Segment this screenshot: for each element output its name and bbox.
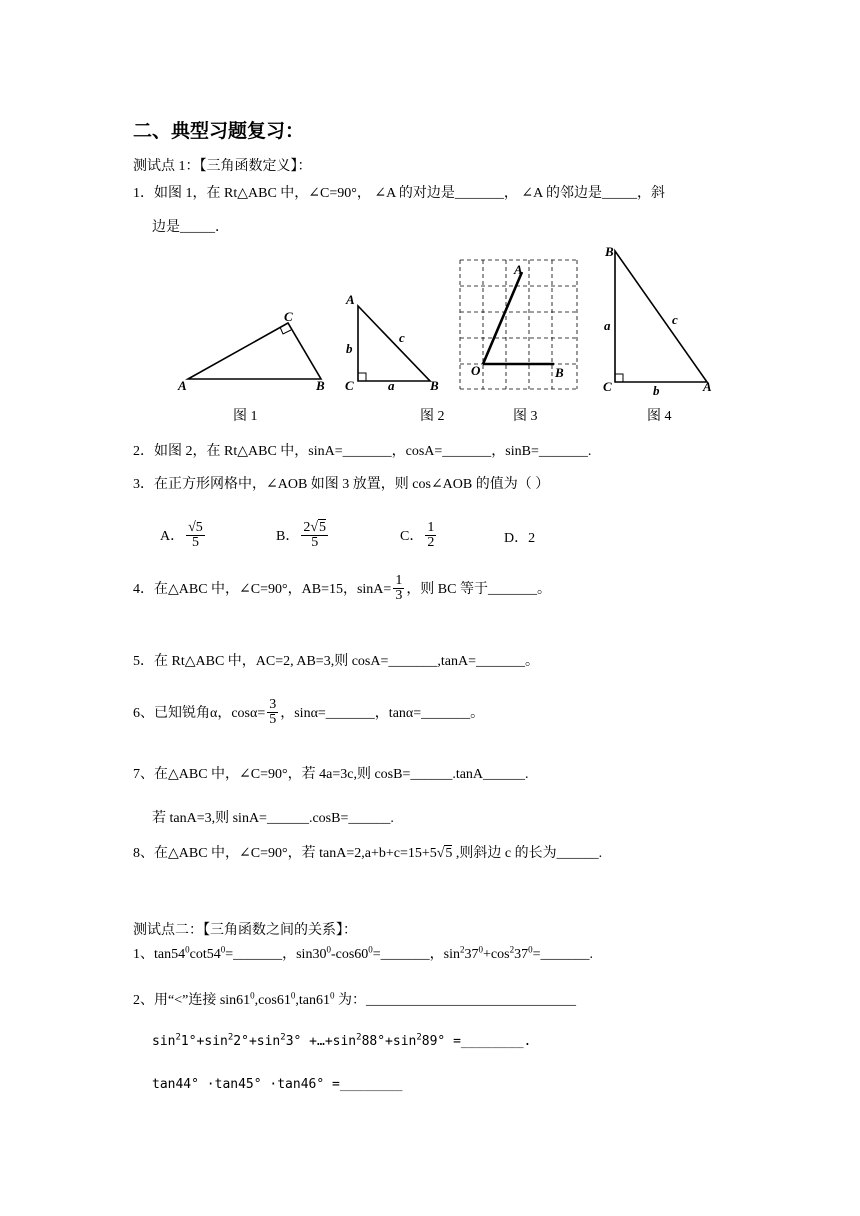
r1-part-h: 37: [514, 947, 529, 962]
figure-4-label-c-side: c: [672, 312, 678, 327]
figure-3-caption: 图 3: [513, 409, 538, 424]
figure-1-label-b: B: [316, 378, 325, 393]
r3-part-a: sin: [152, 1034, 176, 1049]
question-8-text-post: ,则斜边 c 的长为______.: [452, 846, 603, 861]
relation-question-1: [133, 943, 593, 963]
r3-part-e: 88°+sin: [361, 1034, 417, 1049]
r1-sup-5: 2: [460, 944, 465, 955]
section-title: 二、典型习题复习：: [133, 120, 305, 142]
question-4-text-pre: 4．在△ABC 中，∠C=90°，AB=15，sinA=: [133, 582, 392, 597]
r3-sup-3: 2: [280, 1032, 286, 1043]
option-c-fraction: [425, 521, 436, 550]
option-b: [276, 510, 330, 560]
r1-part-d: -cos60: [330, 947, 369, 962]
r2-sup-3: 0: [329, 990, 335, 1001]
question-6: [133, 690, 484, 734]
option-c-denominator: 2: [427, 534, 435, 550]
option-b-fraction: [301, 521, 328, 550]
question-6-denominator: 5: [269, 711, 277, 727]
r2-sup-1: 0: [250, 990, 255, 1001]
option-a-denominator: 5: [191, 534, 199, 550]
relation-question-4: tan44° ·tan45° ·tan46° =________: [152, 1077, 403, 1092]
part1-title: 测试点 1：【三角函数定义】：: [133, 159, 312, 174]
figure-2-label-c: C: [345, 378, 354, 393]
r3-sup-4: 2: [356, 1032, 362, 1043]
question-6-numerator: 3: [269, 696, 277, 712]
option-b-label: B．: [276, 529, 300, 544]
r1-sup-6: 0: [478, 944, 484, 955]
option-b-denominator: 5: [311, 534, 319, 550]
question-8-text-pre: 8、在△ABC 中，∠C=90°，若 tanA=2,a+b+c=15+5: [133, 846, 437, 861]
figure-1-label-c: C: [284, 309, 293, 324]
figure-4-caption: 图 4: [647, 409, 672, 424]
r1-sup-7: 2: [509, 944, 515, 955]
figure-4: [603, 244, 712, 398]
question-4-text-post: ，则 BC 等于_______。: [406, 582, 551, 597]
r2-part-d: 为：______________________________: [334, 993, 576, 1008]
part2-title: 测试点二：【三角函数之间的关系】：: [133, 923, 357, 938]
question-7-line-1: 7、在△ABC 中，∠C=90°，若 4a=3c,则 cosB=______.tanA______.: [133, 767, 529, 782]
figure-1: [177, 309, 325, 393]
figure-4-label-a-side: a: [604, 318, 611, 333]
figure-1-label-a: A: [178, 378, 187, 393]
option-d: D．2: [504, 531, 536, 546]
relation-question-3: [152, 1034, 531, 1049]
r1-part-i: =_______.: [532, 947, 593, 962]
figure-3-label-b: B: [555, 365, 564, 380]
figure-4-label-a: A: [703, 379, 712, 394]
r3-sup-2: 2: [227, 1032, 234, 1043]
question-4: [133, 566, 551, 610]
option-a-label: A．: [160, 529, 185, 544]
question-4-denominator: 3: [395, 587, 403, 603]
r1-part-g: +cos: [483, 947, 510, 962]
r1-part-f: 37: [464, 947, 479, 962]
figure-2-caption: 图 2: [420, 409, 445, 424]
r1-part-c: =_______，sin30: [225, 947, 327, 962]
question-5: 5．在 Rt△ABC 中，AC=2, AB=3,则 cosA=_______,tanA=_______。: [133, 654, 539, 669]
r1-sup-1: 0: [185, 944, 190, 955]
r1-sup-3: 0: [326, 944, 331, 955]
question-8-radicand: 5: [445, 846, 453, 861]
r1-sup-8: 0: [528, 944, 533, 955]
figure-2-label-a-side: a: [388, 378, 395, 393]
figure-2-label-a: A: [346, 292, 355, 307]
figure-3-label-o: O: [471, 363, 481, 378]
option-a: [160, 510, 207, 560]
figure-2-label-c-side: c: [399, 330, 405, 345]
r1-sup-4: 0: [368, 944, 373, 955]
figure-2-label-b-side: b: [346, 341, 353, 356]
question-8: 8、在△ABC 中，∠C=90°，若 tanA=2,a+b+c=15+5√5 ,则斜边 c 的长为______.: [133, 846, 603, 861]
figure-2-label-b: B: [430, 378, 439, 393]
option-c: [400, 510, 438, 560]
r3-part-d: 3° +…+sin: [285, 1034, 357, 1049]
r2-part-c: ,tan61: [295, 993, 330, 1008]
r3-part-c: 2°+sin: [233, 1034, 281, 1049]
figure-1-caption: 图 1: [233, 409, 258, 424]
question-7-line-2: 若 tanA=3,则 sinA=______.cosB=______.: [152, 811, 394, 826]
question-1-line-2: 边是_____．: [152, 220, 229, 235]
question-6-text-pre: 6、已知锐角α，cosα=: [133, 706, 266, 721]
option-b-coefficient: 2: [303, 519, 311, 535]
r1-part-e: =_______，sin: [372, 947, 461, 962]
option-c-numerator: 1: [427, 519, 435, 535]
figure-3-label-a: A: [514, 262, 523, 277]
figure-4-label-b: B: [605, 244, 614, 259]
r1-part-b: cot54: [189, 947, 221, 962]
question-2: 2．如图 2，在 Rt△ABC 中，sinA=_______，cosA=_______，sinB=_______.: [133, 444, 592, 459]
option-a-numerator: √5: [188, 519, 203, 535]
option-c-label: C．: [400, 529, 424, 544]
figure-2: [345, 292, 439, 393]
r3-part-b: 1°+sin: [180, 1034, 228, 1049]
figure-4-label-b-side: b: [653, 383, 660, 398]
question-3: 3．在正方形网格中，∠AOB 如图 3 放置，则 cos∠AOB 的值为（ ）: [133, 477, 550, 492]
figure-3: [460, 260, 577, 389]
r3-sup-5: 2: [416, 1032, 422, 1043]
question-6-text-post: ，sinα=_______，tanα=_______。: [280, 706, 485, 721]
r1-part-a: 1、tan54: [133, 947, 186, 962]
r2-part-a: 2、用“<”连接 sin61: [133, 993, 251, 1008]
question-4-fraction: [393, 574, 404, 603]
option-b-numerator: 2√5: [303, 519, 327, 535]
relation-question-2: [133, 989, 576, 1009]
r1-sup-2: 0: [220, 944, 226, 955]
r2-sup-2: 0: [290, 990, 296, 1001]
question-6-fraction: [267, 698, 278, 727]
r3-sup-1: 2: [175, 1032, 181, 1043]
question-4-numerator: 1: [395, 572, 403, 588]
r2-part-b: ,cos61: [254, 993, 291, 1008]
figures-row: [170, 238, 730, 398]
question-1-line-1: 1．如图 1，在 Rt△ABC 中，∠C=90°， ∠A 的对边是_______， ∠A 的邻边是_____，斜: [133, 186, 665, 201]
option-b-radicand: 5: [319, 519, 327, 535]
figure-4-label-c: C: [603, 379, 612, 394]
r3-part-f: 89° =________.: [421, 1034, 532, 1049]
option-a-fraction: [186, 521, 205, 550]
